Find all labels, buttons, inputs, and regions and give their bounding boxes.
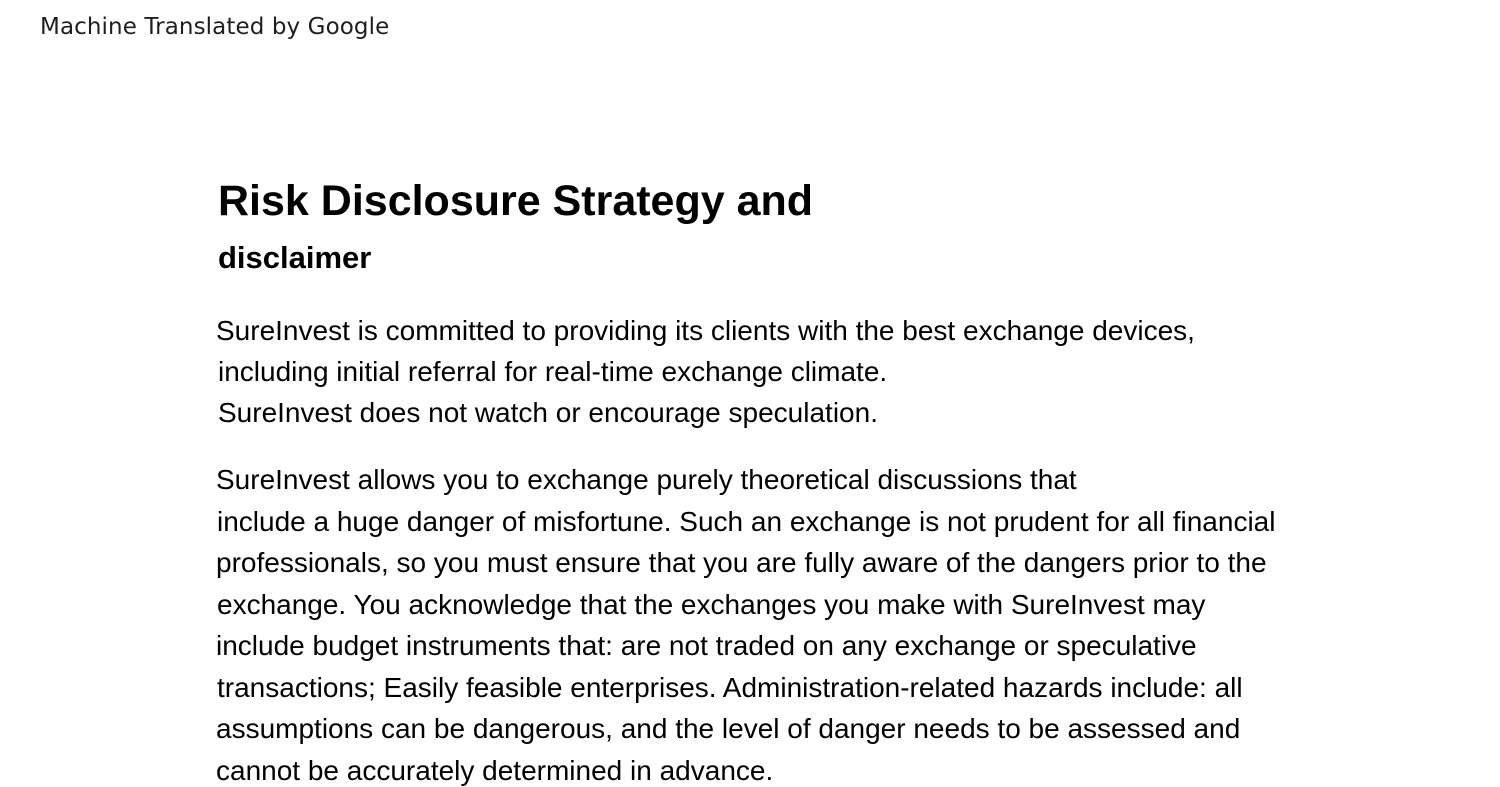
paragraph-line: exchange. You acknowledge that the exchanges you make with SureInvest may xyxy=(217,589,1206,620)
paragraph-line: cannot be accurately determined in advance. xyxy=(216,755,774,786)
paragraph-line: transactions; Easily feasible enterprises. Administration-related hazards include: all xyxy=(217,672,1243,703)
paragraph-line: professionals, so you must ensure that you are fully aware of the dangers prior to the xyxy=(216,547,1267,578)
paragraph-line: SureInvest is committed to providing its clients with the best exchange devices, xyxy=(216,315,1195,346)
paragraph-line: SureInvest allows you to exchange purely theoretical discussions that xyxy=(216,464,1077,495)
paragraph-line: assumptions can be dangerous, and the level of danger needs to be assessed and xyxy=(216,713,1241,744)
machine-translation-banner: Machine Translated by Google xyxy=(40,14,390,40)
paragraph-line: include a huge danger of misfortune. Such an exchange is not prudent for all financial xyxy=(217,506,1276,537)
document-subtitle: disclaimer xyxy=(218,240,372,275)
paragraph-line: SureInvest does not watch or encourage speculation. xyxy=(218,397,878,428)
paragraph-line: including initial referral for real-time exchange climate. xyxy=(218,356,888,387)
document-title: Risk Disclosure Strategy and xyxy=(218,177,814,225)
paragraph-line: include budget instruments that: are not traded on any exchange or speculative xyxy=(216,630,1197,661)
